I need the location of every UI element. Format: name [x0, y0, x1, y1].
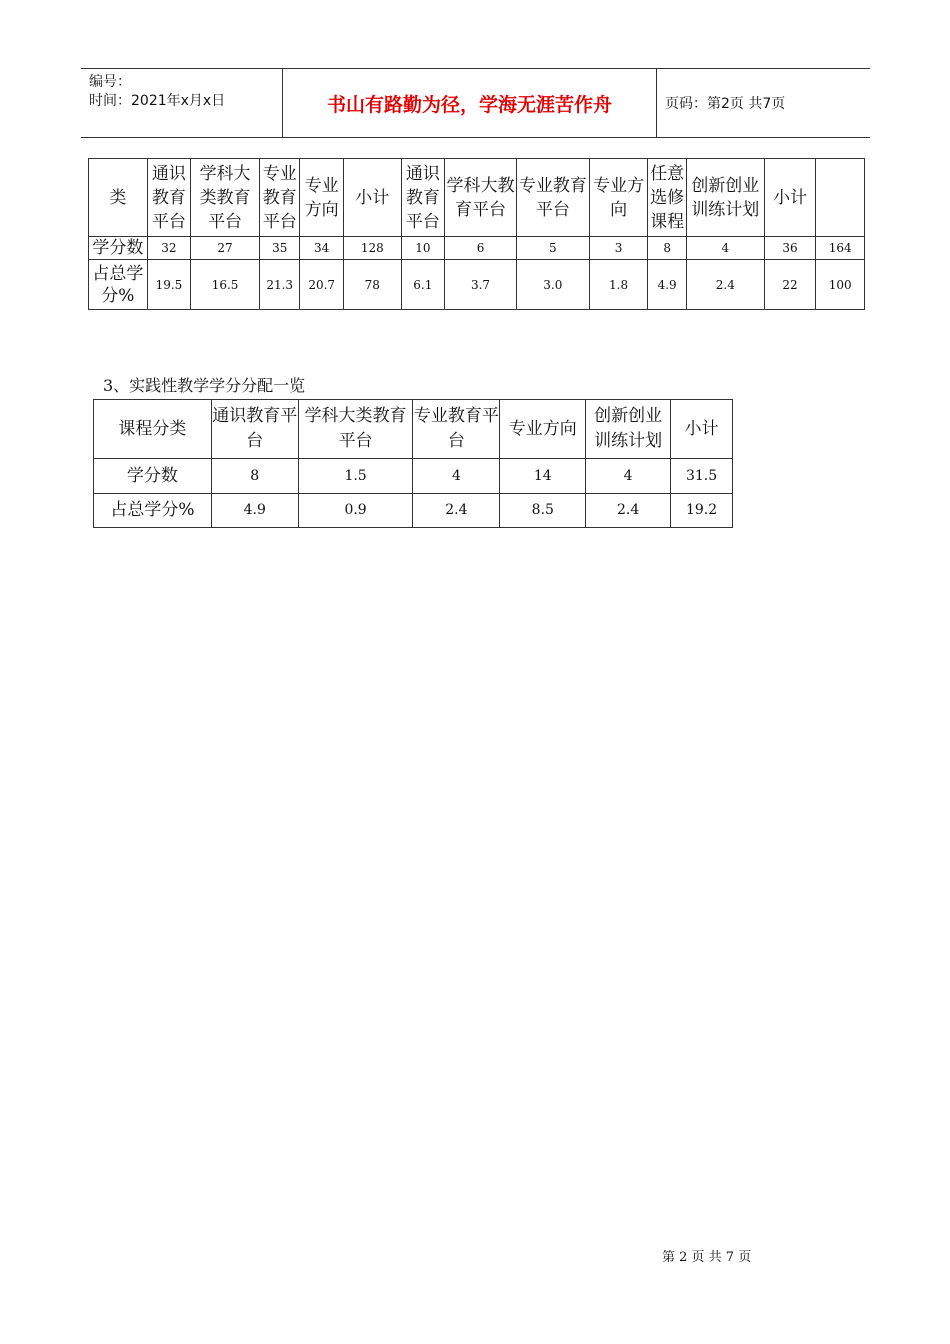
section-title: 3、实践性教学学分分配一览	[103, 376, 306, 395]
header-cell: 任意选修课程	[648, 159, 686, 237]
table-cell: 3.0	[516, 260, 589, 310]
header-slogan: 书山有路勤为径，学海无涯苦作舟	[282, 69, 657, 137]
table-cell: 2.4	[586, 494, 671, 528]
table-cell: 4.9	[211, 494, 298, 528]
table-cell: 4	[686, 237, 764, 260]
header-cell: 通识教育平台	[211, 400, 298, 459]
table-cell: 31.5	[671, 459, 733, 494]
header-cell: 小计	[671, 400, 733, 459]
table-cell: 1.5	[298, 459, 413, 494]
header-cell: 类	[89, 159, 148, 237]
table-cell: 8	[211, 459, 298, 494]
header-cell: 课程分类	[94, 400, 212, 459]
header-cell: 学科大教育平台	[445, 159, 517, 237]
header-cell: 通识教育平台	[147, 159, 191, 237]
table-row	[89, 260, 865, 310]
table-cell: 3.7	[445, 260, 517, 310]
header-cell: 专业方向	[500, 400, 586, 459]
header-cell: 小计	[343, 159, 401, 237]
header-cell: 学科大类教育平台	[298, 400, 413, 459]
table-cell: 4	[413, 459, 500, 494]
table-cell: 36	[764, 237, 816, 260]
table-cell: 8	[648, 237, 686, 260]
row-label: 学分数	[94, 459, 212, 494]
header-cell	[816, 159, 865, 237]
header-cell: 创新创业训练计划	[586, 400, 671, 459]
document-header	[81, 68, 870, 138]
table-cell: 6.1	[401, 260, 445, 310]
header-cell: 专业教育平台	[516, 159, 589, 237]
table-cell: 3	[589, 237, 648, 260]
table-cell: 1.8	[589, 260, 648, 310]
table-cell: 78	[343, 260, 401, 310]
header-cell: 通识教育平台	[401, 159, 445, 237]
table-cell: 34	[300, 237, 344, 260]
table-cell: 2.4	[686, 260, 764, 310]
row-label: 学分数	[89, 237, 148, 260]
row-label: 占总学分%	[94, 494, 212, 528]
header-cell: 学科大类教育平台	[191, 159, 260, 237]
table-cell: 5	[516, 237, 589, 260]
header-cell: 专业教育平台	[259, 159, 299, 237]
table-cell: 20.7	[300, 260, 344, 310]
table-cell: 14	[500, 459, 586, 494]
table-cell: 22	[764, 260, 816, 310]
header-cell: 创新创业训练计划	[686, 159, 764, 237]
header-cell: 专业方向	[300, 159, 344, 237]
table-cell: 128	[343, 237, 401, 260]
row-label: 占总学分%	[89, 260, 148, 310]
table-cell: 6	[445, 237, 517, 260]
table-cell: 27	[191, 237, 260, 260]
table-cell: 100	[816, 260, 865, 310]
table-cell: 0.9	[298, 494, 413, 528]
table-row	[94, 494, 733, 528]
table-cell: 21.3	[259, 260, 299, 310]
table-cell: 19.2	[671, 494, 733, 528]
table-cell: 35	[259, 237, 299, 260]
table-cell: 4	[586, 459, 671, 494]
page-footer: 第 2 页 共 7 页	[662, 1250, 752, 1265]
table-cell: 10	[401, 237, 445, 260]
table-header-row	[89, 159, 865, 237]
table-cell: 16.5	[191, 260, 260, 310]
header-cell: 小计	[764, 159, 816, 237]
table-cell: 32	[147, 237, 191, 260]
table-cell: 2.4	[413, 494, 500, 528]
table-row	[89, 237, 865, 260]
credit-distribution-table	[88, 158, 865, 310]
table-cell: 164	[816, 237, 865, 260]
header-cell: 专业教育平台	[413, 400, 500, 459]
serial-label: 编号：	[89, 74, 131, 90]
header-page-info: 页码：第2页 共7页	[665, 96, 786, 112]
table-cell: 8.5	[500, 494, 586, 528]
practice-credit-table	[93, 399, 733, 528]
table-cell: 4.9	[648, 260, 686, 310]
date-label: 时间：2021年x月x日	[89, 93, 226, 109]
table-row	[94, 459, 733, 494]
header-meta	[81, 69, 282, 137]
table-header-row	[94, 400, 733, 459]
table-cell: 19.5	[147, 260, 191, 310]
header-cell: 专业方向	[589, 159, 648, 237]
